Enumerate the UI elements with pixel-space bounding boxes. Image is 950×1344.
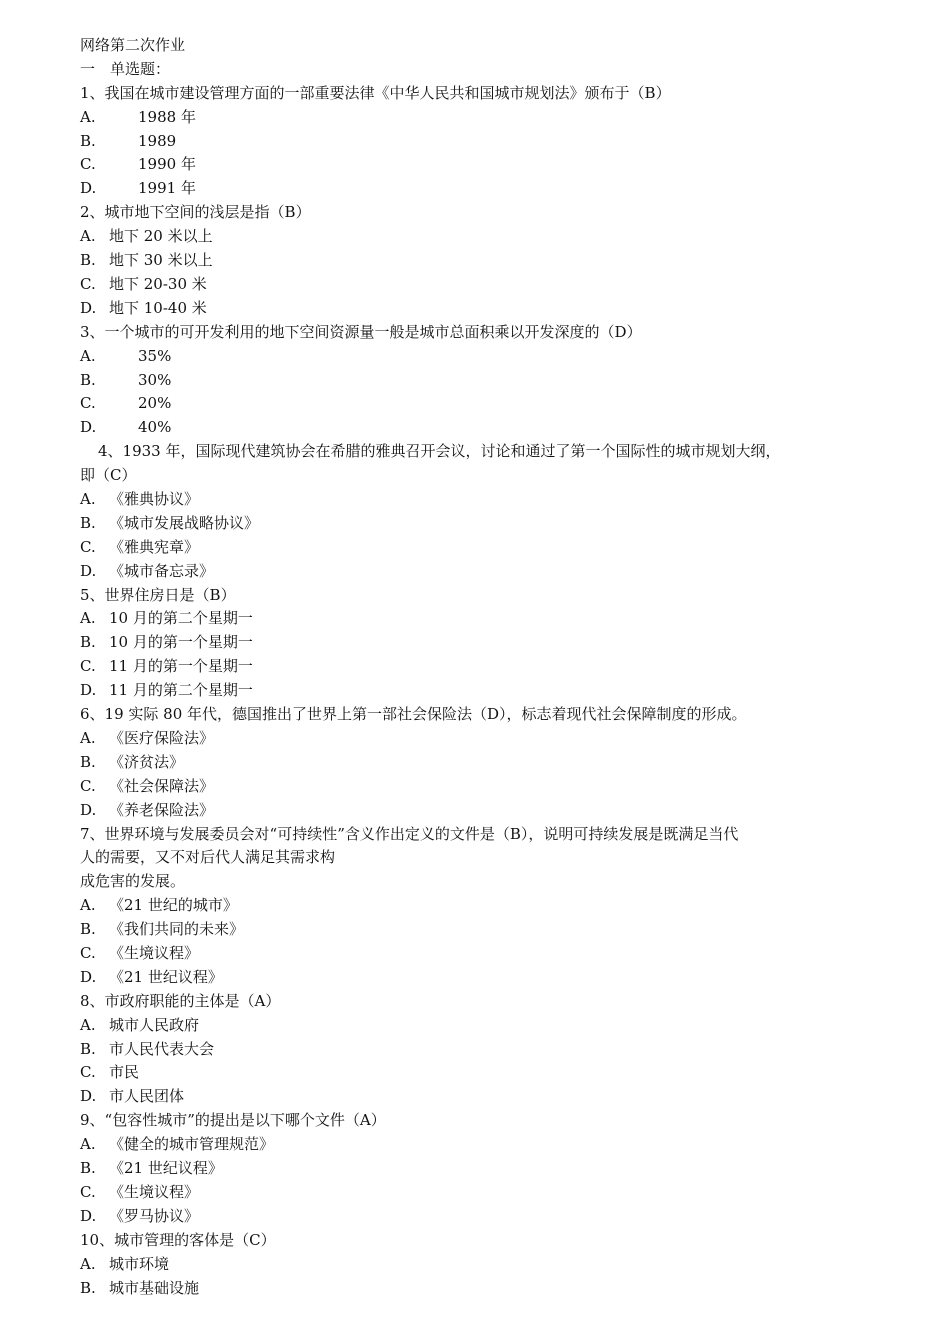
option-a: [80, 488, 880, 512]
option-c: [80, 1181, 880, 1205]
option-text: 市人民代表大会: [109, 1039, 215, 1058]
option-letter: B.: [80, 251, 96, 270]
option-d: [80, 297, 880, 321]
question-stem: 4、1933 年，国际现代建筑协会在希腊的雅典召开会议，讨论和通过了第一个国际性的城市规划大纲，: [98, 442, 781, 461]
option-d: [80, 416, 880, 440]
option-letter: A.: [80, 728, 96, 747]
option-letter: D.: [80, 561, 97, 580]
option-c: [80, 942, 880, 966]
option-b: [80, 918, 880, 942]
option-letter: B.: [80, 1159, 96, 1178]
question-5: [80, 584, 880, 703]
question-stem: 1、我国在城市建设管理方面的一部重要法律《中华人民共和国城市规划法》颁布于（B）: [80, 83, 671, 102]
option-text: 《城市备忘录》: [109, 561, 215, 580]
option-d: [80, 177, 880, 201]
question-stem: 6、19 实际 80 年代，德国推出了世界上第一部社会保险法（D），标志着现代社会保障制度的形成。: [80, 705, 747, 724]
option-text: 市人民团体: [109, 1087, 185, 1106]
option-b: [80, 249, 880, 273]
option-c: [80, 153, 880, 177]
document-title: 网络第二次作业: [80, 36, 186, 54]
option-b: [80, 751, 880, 775]
option-d: [80, 1085, 880, 1109]
option-letter: D.: [80, 298, 97, 317]
option-text: 11 月的第一个星期一: [109, 657, 253, 676]
option-text: 地下 20-30 米: [109, 274, 207, 293]
option-letter: C.: [80, 1063, 96, 1082]
option-text: 《城市发展战略协议》: [109, 513, 260, 532]
option-text: 《医疗保险法》: [109, 728, 215, 747]
option-letter: B.: [80, 920, 96, 939]
option-letter: A.: [80, 346, 96, 365]
option-text: 《21 世纪议程》: [109, 967, 223, 986]
option-text: 10 月的第一个星期一: [109, 633, 253, 652]
option-c: [80, 1061, 880, 1085]
question-3: [80, 321, 880, 440]
option-letter: D.: [80, 418, 97, 437]
option-text: 11 月的第二个星期一: [109, 681, 253, 700]
option-letter: A.: [80, 1015, 96, 1034]
option-letter: A.: [80, 107, 96, 126]
question-stem-continued: 成危害的发展。: [80, 872, 186, 891]
option-letter: C.: [80, 274, 96, 293]
question-2: [80, 201, 880, 320]
option-text: 1990 年: [138, 155, 196, 174]
option-text: 30%: [138, 370, 172, 389]
option-a: [80, 106, 880, 130]
option-text: 35%: [138, 346, 172, 365]
option-text: 《生境议程》: [109, 944, 200, 962]
option-c: [80, 775, 880, 799]
option-text: 《雅典宪章》: [109, 537, 200, 556]
option-c: [80, 392, 880, 416]
option-b: [80, 130, 880, 154]
option-b: [80, 512, 880, 536]
option-letter: D.: [80, 1087, 97, 1106]
question-stem: 10、城市管理的客体是（C）: [80, 1230, 276, 1249]
option-text: 《雅典协议》: [109, 490, 200, 508]
option-c: [80, 536, 880, 560]
option-text: 《我们共同的未来》: [109, 920, 245, 939]
option-text: 20%: [138, 394, 172, 413]
option-text: 1991 年: [138, 179, 196, 198]
option-letter: B.: [80, 1278, 96, 1297]
section-heading: 一 单选题：: [80, 59, 171, 78]
option-b: [80, 1157, 880, 1181]
option-text: 《济贫法》: [109, 752, 185, 771]
question-stem: 8、市政府职能的主体是（A）: [80, 991, 281, 1010]
question-4: [80, 440, 880, 583]
option-d: [80, 966, 880, 990]
option-letter: A.: [80, 490, 96, 508]
option-text: 《生境议程》: [109, 1182, 200, 1201]
option-a: [80, 1253, 880, 1277]
document-content: [80, 34, 880, 1300]
option-text: 市民: [109, 1063, 140, 1082]
question-stem: 5、世界住房日是（B）: [80, 585, 236, 604]
option-a: [80, 1014, 880, 1038]
option-d: [80, 560, 880, 584]
option-a: [80, 607, 880, 631]
option-letter: A.: [80, 896, 96, 915]
option-text: 地下 30 米以上: [109, 251, 213, 270]
question-1: [80, 82, 880, 201]
option-letter: C.: [80, 944, 96, 962]
option-letter: A.: [80, 1135, 96, 1154]
option-c: [80, 273, 880, 297]
option-d: [80, 1205, 880, 1229]
option-a: [80, 894, 880, 918]
option-b: [80, 1038, 880, 1062]
question-stem: 2、城市地下空间的浅层是指（B）: [80, 203, 311, 222]
option-d: [80, 799, 880, 823]
question-stem: 7、世界环境与发展委员会对“可持续性”含义作出定义的文件是（B），说明可持续发展是既满足当代: [80, 824, 739, 843]
option-text: 城市基础设施: [109, 1278, 200, 1297]
option-a: [80, 225, 880, 249]
option-letter: D.: [80, 1206, 97, 1225]
option-text: 10 月的第二个星期一: [109, 609, 253, 628]
question-stem: 3、一个城市的可开发利用的地下空间资源量一般是城市总面积乘以开发深度的（D）: [80, 322, 642, 341]
option-text: 40%: [138, 418, 172, 437]
option-b: [80, 1277, 880, 1301]
option-text: 《健全的城市管理规范》: [109, 1135, 275, 1154]
option-a: [80, 1133, 880, 1157]
option-letter: B.: [80, 752, 96, 771]
option-letter: A.: [80, 609, 96, 628]
option-letter: C.: [80, 537, 96, 556]
option-letter: B.: [80, 131, 96, 150]
question-9: [80, 1109, 880, 1228]
option-text: 地下 20 米以上: [109, 227, 213, 246]
option-letter: C.: [80, 776, 96, 795]
option-letter: A.: [80, 1254, 96, 1273]
option-letter: C.: [80, 657, 96, 676]
question-8: [80, 990, 880, 1109]
question-stem-continued: 即（C）: [80, 466, 137, 485]
option-b: [80, 369, 880, 393]
option-letter: C.: [80, 394, 96, 413]
option-text: 《21 世纪议程》: [109, 1159, 223, 1178]
option-text: 1988 年: [138, 107, 196, 126]
option-text: 《社会保障法》: [109, 776, 215, 795]
option-c: [80, 655, 880, 679]
option-letter: B.: [80, 370, 96, 389]
option-b: [80, 631, 880, 655]
option-text: 地下 10-40 米: [109, 298, 207, 317]
question-10: [80, 1229, 880, 1301]
option-d: [80, 679, 880, 703]
option-letter: D.: [80, 800, 97, 819]
option-letter: C.: [80, 1182, 96, 1201]
option-letter: D.: [80, 179, 97, 198]
question-7: [80, 823, 880, 990]
option-text: 城市环境: [109, 1254, 170, 1273]
option-letter: D.: [80, 967, 97, 986]
option-text: 《罗马协议》: [109, 1206, 200, 1225]
option-a: [80, 727, 880, 751]
option-letter: C.: [80, 155, 96, 174]
option-letter: B.: [80, 513, 96, 532]
question-stem-continued: 人的需要，又不对后代人满足其需求构: [80, 848, 336, 867]
option-letter: D.: [80, 681, 97, 700]
option-a: [80, 345, 880, 369]
question-6: [80, 703, 880, 822]
option-text: 《21 世纪的城市》: [109, 896, 238, 915]
option-letter: A.: [80, 227, 96, 246]
option-letter: B.: [80, 1039, 96, 1058]
question-stem: 9、“包容性城市”的提出是以下哪个文件（A）: [80, 1111, 386, 1130]
option-text: 《养老保险法》: [109, 800, 215, 819]
option-text: 城市人民政府: [109, 1015, 200, 1034]
option-text: 1989: [138, 131, 177, 150]
option-letter: B.: [80, 633, 96, 652]
